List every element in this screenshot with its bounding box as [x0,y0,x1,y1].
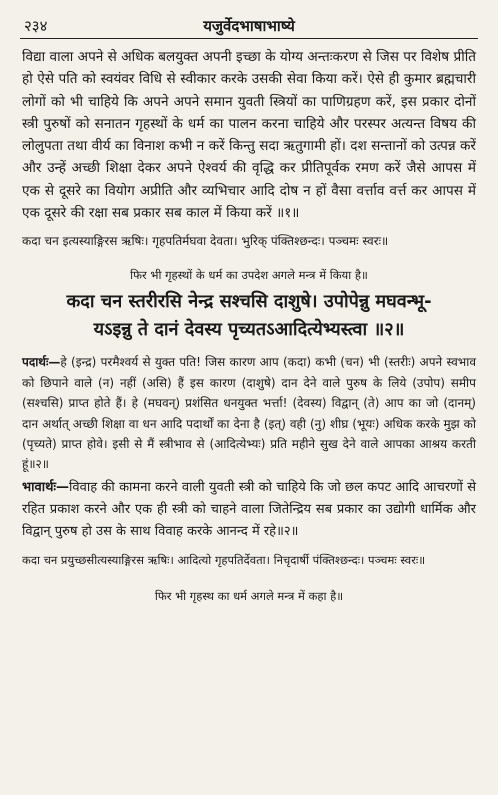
page-header [24,10,474,38]
header-rule [20,38,478,39]
bhavartha-paragraph [22,477,476,544]
running-title: यजुर्वेदभाषाभाष्ये [203,17,295,35]
page-body [22,46,476,605]
mantra-line-2: यऽइन्नु ते दानं देवस्य पृच्यतऽआदित्येभ्यस्त्वा ॥२॥ [93,319,405,341]
page-number: २३४ [24,17,48,35]
bhavartha-text: विवाह की कामना करने वाली युवती स्त्री को चाहिये कि जो छल कपट आदि आचरणों से रहित प्रकाश करने और एक ही स्त्री को चाहने वाला जितेन्द्रिय सब प्रकार का उद्योगी धार्मिक और विद्वान् पुरुष हो उस के साथ विवाह करके आनन्द में रहे॥२॥ [22,479,476,540]
bhavartha-label: भावार्थः— [22,479,70,495]
next-mantra-introduction: फिर भी गृहस्थ का धर्म अगले मन्त्र में कहा है॥ [154,589,344,604]
mantra-index-line: कदा चन इत्यस्याङ्गिरस ऋषिः। गृहपतिर्मघवा देवता। भुरिक् पंक्तिश्छन्दः। पञ्चमः स्वरः॥ [22,234,389,249]
mantra-line-1: कदा चन स्तरीरसि नेन्द्र सश्चसि दाशुषे। उपोपेन्नु मघवन्भू- [66,291,432,313]
next-mantra-index-line: कदा चन प्रयुच्छसीत्यस्याङ्गिरस ऋषिः। आदित्यो गृहपतिर्देवता। निचृदार्षी पंक्तिश्छन्दः। पञ्चमः स्वरः॥ [22,553,426,568]
padartha-paragraph [22,352,476,474]
padartha-label: पदार्थः— [22,355,61,370]
padartha-text: हे (इन्द्र) परमैश्वर्य से युक्त पति! जिस कारण आप (कदा) कभी (चन) भी (स्तरीः) अपने स्वभाव को छिपाने वाले (न) नहीं (असि) हैं इस कारण (दाशुषे) दान देने वाले पुरुष के लिये (उपोप) समीप (सश्चसि) प्राप्त होते हैं। हे (मघवन्) प्रशंसित धनयुक्त भर्त्ता! (देवस्य) विद्वान् (ते) आप का जो (दानम्) दान अर्थात् अच्छी शिक्षा वा धन आदि पदार्थों का देना है (इत्) वही (नु) शीघ्र (भूयः) अधिक करके मुझ को (पृच्यते) प्राप्त होवे। इसी से मैं स्त्रीभाव से (आदित्येभ्यः) प्रति महीने सुख देने वाले आपका आश्रय करती हूं॥२॥ [22,355,476,472]
mantra-introduction: फिर भी गृहस्थों के धर्म का उपदेश अगले मन्त्र में किया है॥ [130,268,368,283]
commentary-paragraph: विद्या वाला अपने से अधिक बलयुक्त अपनी इच्छा के योग्य अन्तःकरण से जिस पर विशेष प्रीति हो ऐसे पति को स्वयंवर विधि से स्वीकार करके उसकी सेवा किया करें। ऐसे ही कुमार ब्रह्मचारी लोगों को भी चाहिये कि अपने अपने समान युवती स्त्रियों का पाणिग्रहण करें, इस प्रकार दोनों स्त्री पुरुषों को सनातन गृहस्थों के धर्म का पालन करना चाहिये और परस्पर अत्यन्त विषय की लोलुपता तथा वीर्य का विनाश कभी न करें किन्तु सदा ऋतुगामी हों। दश सन्तानों को उत्पन्न करें और उन्हें अच्छी शिक्षा देकर अपने ऐश्वर्य की वृद्धि कर प्रीतिपूर्वक रमण करें जैसे आपस में एक से दूसरे का वियोग अप्रीति और व्यभिचार आदि दोष न हों वैसा वर्त्ताव वर्त्त कर आपस में एक दूसरे की रक्षा सब प्रकार सब काल में किया करें ॥१॥ [22,49,476,222]
